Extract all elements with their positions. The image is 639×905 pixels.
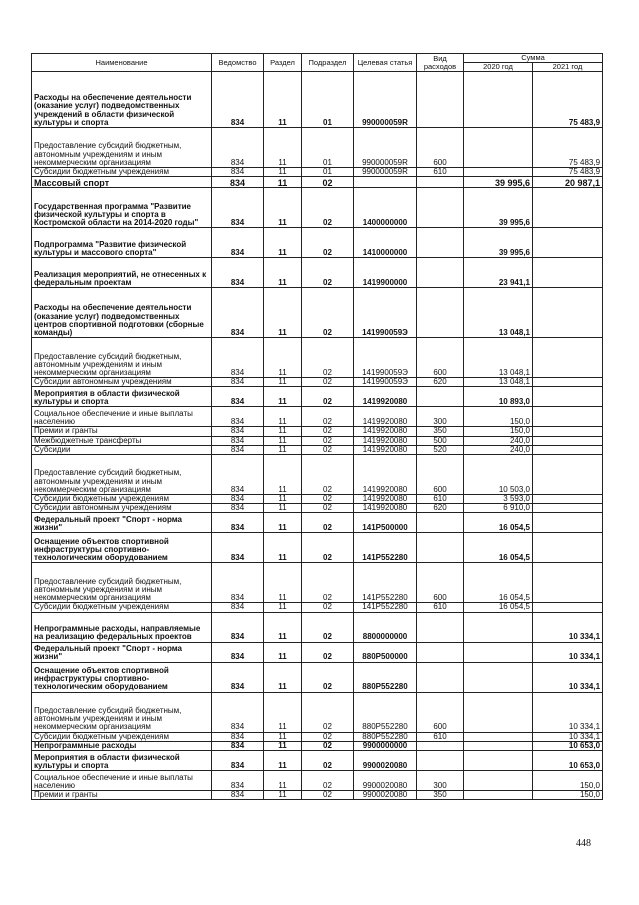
table-row	[32, 751, 603, 771]
row-subsection: 02	[302, 662, 354, 692]
row-section: 11	[264, 732, 302, 741]
row-type: 520	[417, 445, 464, 454]
row-dept: 834	[212, 513, 264, 533]
row-2020: 13 048,1	[464, 378, 533, 387]
row-2020: 16 054,5	[464, 603, 533, 612]
row-target: 9900020080	[354, 751, 417, 771]
table-row	[32, 338, 603, 378]
row-2021: 20 987,1	[533, 177, 603, 188]
row-target: 9900020080	[354, 771, 417, 791]
row-section: 11	[264, 177, 302, 188]
row-section: 11	[264, 387, 302, 407]
row-section: 11	[264, 407, 302, 427]
row-section: 11	[264, 378, 302, 387]
row-subsection: 02	[302, 495, 354, 504]
row-dept: 834	[212, 436, 264, 445]
row-type	[417, 612, 464, 642]
row-subsection: 02	[302, 563, 354, 603]
table-row	[32, 533, 603, 563]
row-name: Субсидии бюджетным учреждениям	[32, 603, 212, 612]
row-target: 1419900000	[354, 258, 417, 288]
row-type	[417, 228, 464, 258]
row-2021	[533, 504, 603, 513]
row-2020: 240,0	[464, 436, 533, 445]
row-name: Федеральный проект "Спорт - норма жизни"	[32, 513, 212, 533]
row-2021: 10 334,1	[533, 612, 603, 642]
table-row	[32, 513, 603, 533]
row-section: 11	[264, 338, 302, 378]
row-target: 9900020080	[354, 791, 417, 800]
row-target: 141P500000	[354, 513, 417, 533]
row-2020	[464, 128, 533, 168]
table-row	[32, 455, 603, 495]
row-target: 141P552280	[354, 563, 417, 603]
row-subsection: 02	[302, 732, 354, 741]
row-2021: 75 483,9	[533, 168, 603, 177]
header-sum: Сумма	[464, 54, 603, 63]
row-target: 1419920080	[354, 455, 417, 495]
row-dept: 834	[212, 563, 264, 603]
row-2021	[533, 445, 603, 454]
row-dept: 834	[212, 533, 264, 563]
row-section: 11	[264, 128, 302, 168]
row-type: 600	[417, 128, 464, 168]
row-section: 11	[264, 791, 302, 800]
header-type: Вид расходов	[417, 54, 464, 72]
row-2021: 10 334,1	[533, 732, 603, 741]
table-row	[32, 732, 603, 741]
row-2020: 13 048,1	[464, 288, 533, 338]
table-row	[32, 168, 603, 177]
table-row	[32, 791, 603, 800]
row-dept: 834	[212, 168, 264, 177]
row-name: Оснащение объектов спортивной инфраструктуры спортивно-технологическим оборудованием	[32, 662, 212, 692]
row-type: 600	[417, 338, 464, 378]
row-subsection: 02	[302, 751, 354, 771]
row-name: Расходы на обеспечение деятельности (оказание услуг) подведомственных центров спортивной подготовки (сборные команды)	[32, 288, 212, 338]
row-2020: 3 593,0	[464, 495, 533, 504]
row-target: 990000059R	[354, 168, 417, 177]
row-2021: 10 334,1	[533, 692, 603, 732]
row-subsection: 02	[302, 188, 354, 228]
row-dept: 834	[212, 504, 264, 513]
row-section: 11	[264, 427, 302, 436]
row-2021: 10 334,1	[533, 642, 603, 662]
table-row	[32, 128, 603, 168]
budget-table-page	[31, 53, 602, 800]
row-dept: 834	[212, 662, 264, 692]
row-type	[417, 513, 464, 533]
row-target: 9900000000	[354, 741, 417, 750]
row-type	[417, 533, 464, 563]
row-dept: 834	[212, 288, 264, 338]
row-2021	[533, 188, 603, 228]
row-name: Премии и гранты	[32, 791, 212, 800]
row-dept: 834	[212, 642, 264, 662]
row-target: 880P552280	[354, 662, 417, 692]
row-dept: 834	[212, 791, 264, 800]
row-subsection: 02	[302, 258, 354, 288]
table-row	[32, 563, 603, 603]
table-row	[32, 642, 603, 662]
row-2020	[464, 642, 533, 662]
row-target: 8800000000	[354, 612, 417, 642]
row-name: Субсидии бюджетным учреждениям	[32, 732, 212, 741]
row-subsection: 01	[302, 72, 354, 128]
row-name: Непрограммные расходы	[32, 741, 212, 750]
row-subsection: 02	[302, 612, 354, 642]
row-dept: 834	[212, 427, 264, 436]
row-type	[417, 188, 464, 228]
row-subsection: 01	[302, 128, 354, 168]
row-name: Оснащение объектов спортивной инфраструктуры спортивно-технологическим оборудованием	[32, 533, 212, 563]
row-target: 1419920080	[354, 495, 417, 504]
row-2021: 10 653,0	[533, 751, 603, 771]
row-dept: 834	[212, 258, 264, 288]
table-row	[32, 177, 603, 188]
table-row	[32, 692, 603, 732]
row-target: 880P552280	[354, 692, 417, 732]
row-type	[417, 751, 464, 771]
row-dept: 834	[212, 128, 264, 168]
row-dept: 834	[212, 72, 264, 128]
row-section: 11	[264, 495, 302, 504]
row-2020	[464, 751, 533, 771]
table-row	[32, 504, 603, 513]
row-type: 350	[417, 427, 464, 436]
row-section: 11	[264, 662, 302, 692]
row-name: Расходы на обеспечение деятельности (оказание услуг) подведомственных учреждений в области физической культуры и спорта	[32, 72, 212, 128]
row-type	[417, 258, 464, 288]
row-dept: 834	[212, 692, 264, 732]
row-2021	[533, 495, 603, 504]
row-type: 300	[417, 771, 464, 791]
header-2021: 2021 год	[533, 63, 603, 72]
table-row	[32, 427, 603, 436]
row-section: 11	[264, 445, 302, 454]
row-2021: 150,0	[533, 771, 603, 791]
row-2021	[533, 533, 603, 563]
row-subsection: 02	[302, 436, 354, 445]
row-2021	[533, 427, 603, 436]
row-subsection: 02	[302, 513, 354, 533]
row-dept: 834	[212, 228, 264, 258]
row-dept: 834	[212, 188, 264, 228]
row-type: 600	[417, 692, 464, 732]
row-2020: 16 054,5	[464, 533, 533, 563]
row-name: Субсидии автономным учреждениям	[32, 504, 212, 513]
row-target: 1419920080	[354, 504, 417, 513]
row-subsection: 02	[302, 445, 354, 454]
row-dept: 834	[212, 407, 264, 427]
row-2021	[533, 513, 603, 533]
row-dept: 834	[212, 612, 264, 642]
row-2021	[533, 455, 603, 495]
row-2021	[533, 436, 603, 445]
row-2020: 10 503,0	[464, 455, 533, 495]
row-name: Непрограммные расходы, направляемые на реализацию федеральных проектов	[32, 612, 212, 642]
row-2020: 39 995,6	[464, 177, 533, 188]
row-name: Предоставление субсидий бюджетным, автономным учреждениям и иным некоммерческим организациям	[32, 692, 212, 732]
row-section: 11	[264, 692, 302, 732]
row-type: 600	[417, 563, 464, 603]
header-name: Наименование	[32, 54, 212, 72]
table-row	[32, 603, 603, 612]
row-subsection: 02	[302, 603, 354, 612]
row-target: 1410000000	[354, 228, 417, 258]
table-row	[32, 436, 603, 445]
header-dept: Ведомство	[212, 54, 264, 72]
row-dept: 834	[212, 732, 264, 741]
row-dept: 834	[212, 603, 264, 612]
row-2020: 240,0	[464, 445, 533, 454]
row-2020: 39 995,6	[464, 228, 533, 258]
row-target: 141P552280	[354, 603, 417, 612]
row-2020: 16 054,5	[464, 563, 533, 603]
row-section: 11	[264, 228, 302, 258]
row-name: Государственная программа "Развитие физической культуры и спорта в Костромской области на 2014-2020 годы"	[32, 188, 212, 228]
table-row	[32, 387, 603, 407]
row-type: 600	[417, 455, 464, 495]
table-row	[32, 72, 603, 128]
row-subsection: 02	[302, 228, 354, 258]
header-subsection: Подраздел	[302, 54, 354, 72]
row-name: Социальное обеспечение и иные выплаты населению	[32, 771, 212, 791]
row-section: 11	[264, 741, 302, 750]
budget-table	[31, 53, 603, 800]
table-row	[32, 188, 603, 228]
row-name: Предоставление субсидий бюджетным, автономным учреждениям и иным некоммерческим организациям	[32, 563, 212, 603]
row-type: 610	[417, 168, 464, 177]
row-section: 11	[264, 288, 302, 338]
row-target: 1419920080	[354, 407, 417, 427]
row-2020: 150,0	[464, 427, 533, 436]
row-target: 990000059R	[354, 72, 417, 128]
row-target	[354, 177, 417, 188]
row-name: Межбюджетные трансферты	[32, 436, 212, 445]
row-subsection: 02	[302, 791, 354, 800]
row-subsection: 02	[302, 455, 354, 495]
row-type: 300	[417, 407, 464, 427]
row-name: Реализация мероприятий, не отнесенных к федеральным проектам	[32, 258, 212, 288]
row-name: Предоставление субсидий бюджетным, автономным учреждениям и иным некоммерческим организациям	[32, 338, 212, 378]
row-type: 620	[417, 378, 464, 387]
row-2021	[533, 288, 603, 338]
row-target: 880P552280	[354, 732, 417, 741]
row-subsection: 02	[302, 288, 354, 338]
row-section: 11	[264, 603, 302, 612]
row-name: Субсидии	[32, 445, 212, 454]
row-2021	[533, 378, 603, 387]
row-target: 141990059Э	[354, 288, 417, 338]
row-2021: 75 483,9	[533, 128, 603, 168]
row-2020	[464, 612, 533, 642]
row-type	[417, 642, 464, 662]
row-dept: 834	[212, 445, 264, 454]
row-type: 610	[417, 732, 464, 741]
row-2020: 13 048,1	[464, 338, 533, 378]
row-target: 141P552280	[354, 533, 417, 563]
row-subsection: 02	[302, 642, 354, 662]
row-section: 11	[264, 563, 302, 603]
header-2020: 2020 год	[464, 63, 533, 72]
row-section: 11	[264, 533, 302, 563]
row-subsection: 02	[302, 407, 354, 427]
row-2021: 10 334,1	[533, 662, 603, 692]
row-dept: 834	[212, 378, 264, 387]
row-type	[417, 72, 464, 128]
page-number: 448	[576, 838, 591, 849]
row-2020	[464, 168, 533, 177]
table-row	[32, 228, 603, 258]
row-type	[417, 662, 464, 692]
row-subsection: 02	[302, 378, 354, 387]
row-target: 990000059R	[354, 128, 417, 168]
row-2020: 10 893,0	[464, 387, 533, 407]
row-2020: 39 995,6	[464, 188, 533, 228]
row-dept: 834	[212, 338, 264, 378]
table-row	[32, 378, 603, 387]
row-subsection: 02	[302, 177, 354, 188]
row-type	[417, 741, 464, 750]
header-target: Целевая статья	[354, 54, 417, 72]
row-2020	[464, 791, 533, 800]
row-type: 350	[417, 791, 464, 800]
row-name: Премии и гранты	[32, 427, 212, 436]
row-2021	[533, 228, 603, 258]
row-dept: 834	[212, 495, 264, 504]
row-dept: 834	[212, 387, 264, 407]
row-subsection: 02	[302, 427, 354, 436]
row-target: 1419920080	[354, 436, 417, 445]
row-dept: 834	[212, 751, 264, 771]
row-section: 11	[264, 751, 302, 771]
row-name: Предоставление субсидий бюджетным, автономным учреждениям и иным некоммерческим организациям	[32, 455, 212, 495]
row-2020	[464, 662, 533, 692]
row-2020	[464, 72, 533, 128]
row-section: 11	[264, 504, 302, 513]
row-dept: 834	[212, 177, 264, 188]
row-2021	[533, 258, 603, 288]
table-row	[32, 407, 603, 427]
row-subsection: 02	[302, 533, 354, 563]
row-subsection: 02	[302, 771, 354, 791]
row-subsection: 02	[302, 387, 354, 407]
row-name: Массовый спорт	[32, 177, 212, 188]
row-section: 11	[264, 436, 302, 445]
table-row	[32, 445, 603, 454]
row-type: 610	[417, 603, 464, 612]
row-type: 620	[417, 504, 464, 513]
row-section: 11	[264, 455, 302, 495]
row-type: 610	[417, 495, 464, 504]
row-section: 11	[264, 513, 302, 533]
row-2020: 16 054,5	[464, 513, 533, 533]
row-section: 11	[264, 612, 302, 642]
row-2020	[464, 741, 533, 750]
row-2021	[533, 338, 603, 378]
row-2021	[533, 407, 603, 427]
row-2020: 6 910,0	[464, 504, 533, 513]
row-2020: 150,0	[464, 407, 533, 427]
row-target: 141990059Э	[354, 338, 417, 378]
row-target: 141990059Э	[354, 378, 417, 387]
table-row	[32, 612, 603, 642]
row-2021	[533, 387, 603, 407]
row-2021: 75 483,9	[533, 72, 603, 128]
row-type	[417, 387, 464, 407]
row-target: 1419920080	[354, 427, 417, 436]
row-target: 1419920080	[354, 445, 417, 454]
row-2021: 10 653,0	[533, 741, 603, 750]
row-name: Мероприятия в области физической культуры и спорта	[32, 387, 212, 407]
row-name: Субсидии бюджетным учреждениям	[32, 495, 212, 504]
table-row	[32, 258, 603, 288]
row-subsection: 02	[302, 504, 354, 513]
row-section: 11	[264, 642, 302, 662]
row-name: Федеральный проект "Спорт - норма жизни"	[32, 642, 212, 662]
row-name: Подпрограмма "Развитие физической культуры и массового спорта"	[32, 228, 212, 258]
row-subsection: 02	[302, 692, 354, 732]
row-2020	[464, 732, 533, 741]
row-name: Мероприятия в области физической культуры и спорта	[32, 751, 212, 771]
row-dept: 834	[212, 455, 264, 495]
row-2020	[464, 771, 533, 791]
row-subsection: 02	[302, 741, 354, 750]
row-section: 11	[264, 168, 302, 177]
row-dept: 834	[212, 741, 264, 750]
row-subsection: 02	[302, 338, 354, 378]
table-row	[32, 741, 603, 750]
row-name: Субсидии автономным учреждениям	[32, 378, 212, 387]
row-2021	[533, 563, 603, 603]
row-target: 880P500000	[354, 642, 417, 662]
row-target: 1400000000	[354, 188, 417, 228]
row-2021: 150,0	[533, 791, 603, 800]
table-row	[32, 662, 603, 692]
table-body	[32, 72, 603, 800]
row-type	[417, 177, 464, 188]
row-dept: 834	[212, 771, 264, 791]
row-type: 500	[417, 436, 464, 445]
row-subsection: 01	[302, 168, 354, 177]
table-row	[32, 288, 603, 338]
row-2020	[464, 692, 533, 732]
row-name: Социальное обеспечение и иные выплаты населению	[32, 407, 212, 427]
row-section: 11	[264, 771, 302, 791]
row-section: 11	[264, 258, 302, 288]
row-section: 11	[264, 72, 302, 128]
row-name: Предоставление субсидий бюджетным, автономным учреждениям и иным некоммерческим организациям	[32, 128, 212, 168]
header-section: Раздел	[264, 54, 302, 72]
row-section: 11	[264, 188, 302, 228]
row-name: Субсидии бюджетным учреждениям	[32, 168, 212, 177]
row-target: 1419920080	[354, 387, 417, 407]
row-2020: 23 941,1	[464, 258, 533, 288]
row-type	[417, 288, 464, 338]
table-row	[32, 771, 603, 791]
row-2021	[533, 603, 603, 612]
